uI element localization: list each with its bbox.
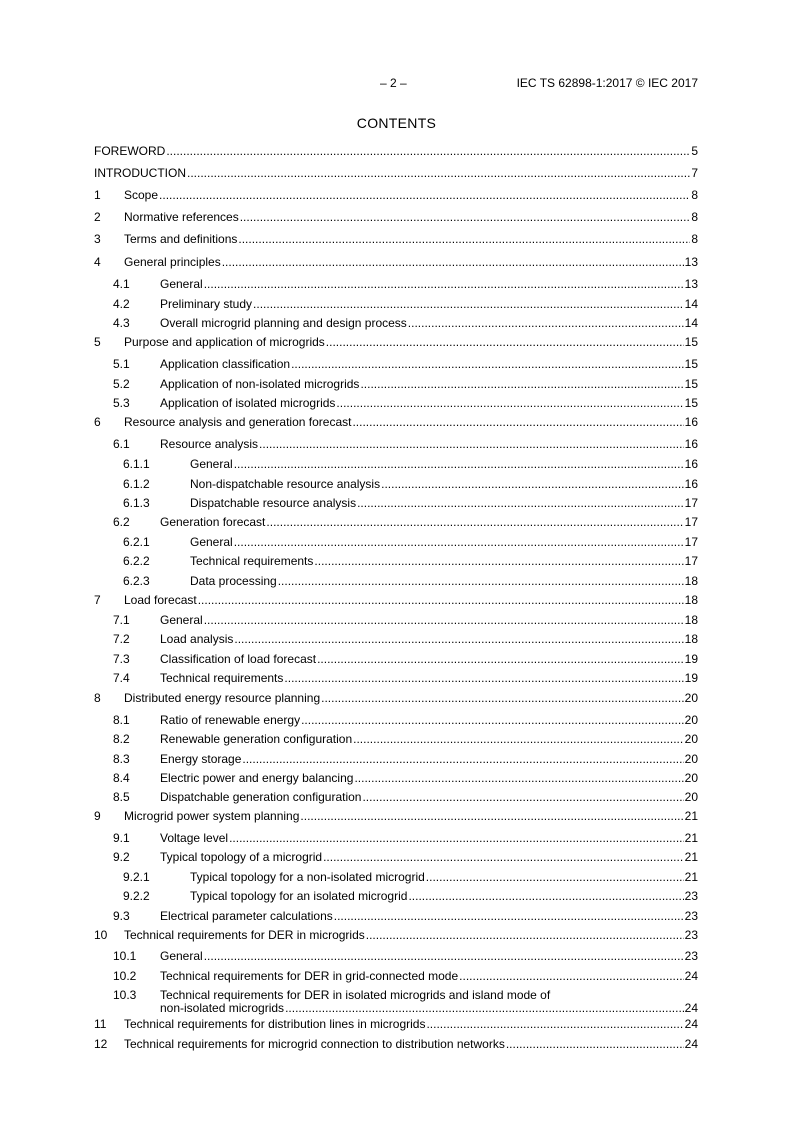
toc-entry[interactable] — [94, 828, 698, 848]
toc-entry-page: 16 — [684, 477, 698, 491]
toc-entry-title: General — [160, 613, 203, 627]
toc-entry[interactable] — [94, 610, 698, 630]
toc-entry-title: Technical requirements for distribution lines in microgrids — [124, 1017, 426, 1031]
toc-entry-title: Voltage level — [160, 831, 229, 845]
toc-leader-dots — [166, 141, 690, 161]
toc-entry[interactable] — [94, 294, 698, 314]
toc-entry-title: Non-dispatchable resource analysis — [190, 477, 381, 491]
toc-leader-dots — [234, 532, 684, 552]
toc-entry-title: Generation forecast — [160, 515, 266, 529]
toc-leader-dots — [234, 629, 683, 649]
toc-entry-title: Typical topology of a microgrid — [160, 850, 323, 864]
toc-entry-page: 20 — [684, 790, 698, 804]
toc-leader-dots — [204, 946, 684, 966]
toc-entry-page: 15 — [684, 357, 698, 371]
toc-entry-title: Overall microgrid planning and design process — [160, 316, 407, 330]
toc-entry-title: Scope — [124, 188, 159, 202]
toc-entry[interactable] — [94, 925, 698, 945]
toc-entry[interactable] — [94, 493, 698, 513]
toc-entry-number: 6 — [94, 415, 101, 429]
toc-entry[interactable] — [94, 454, 698, 474]
toc-entry[interactable] — [94, 847, 698, 867]
toc-entry-title: Electric power and energy balancing — [160, 771, 354, 785]
toc-entry-title: Resource analysis — [160, 437, 259, 451]
toc-entry-page: 24 — [684, 969, 698, 983]
toc-entry-title: Technical requirements for microgrid connection to distribution networks — [124, 1037, 505, 1051]
toc-entry-number: 10.3 — [113, 988, 137, 1002]
toc-leader-dots — [204, 610, 684, 630]
toc-entry-page: 17 — [684, 496, 698, 510]
toc-entry-page: 16 — [684, 457, 698, 471]
toc-entry[interactable] — [94, 906, 698, 926]
toc-leader-dots — [326, 332, 684, 352]
toc-entry-title: Microgrid power system planning — [124, 809, 300, 823]
toc-entry-page: 20 — [684, 713, 698, 727]
toc-entry[interactable] — [94, 1014, 698, 1034]
toc-entry-number: 8.4 — [113, 771, 130, 785]
toc-entry-number: 6.1 — [113, 437, 130, 451]
toc-entry-title: Renewable generation configuration — [160, 732, 353, 746]
toc-entry[interactable] — [94, 313, 698, 333]
toc-entry-title: Application of isolated microgrids — [160, 396, 336, 410]
toc-entry-title: FOREWORD — [94, 144, 166, 158]
toc-entry-title: INTRODUCTION — [94, 166, 186, 180]
toc-leader-dots — [229, 828, 684, 848]
toc-leader-dots — [222, 252, 684, 272]
toc-leader-dots — [240, 207, 691, 227]
toc-leader-dots — [352, 412, 683, 432]
toc-entry-number: 5.3 — [113, 396, 130, 410]
toc-entry-title: Technical requirements for DER in isolated microgrids and island mode of — [160, 988, 551, 1002]
toc-entry-number: 4.2 — [113, 297, 130, 311]
toc-entry-number: 6.1.1 — [123, 457, 150, 471]
toc-entry-page: 15 — [684, 377, 698, 391]
toc-entry-title: Ratio of renewable energy — [160, 713, 301, 727]
toc-entry-title: General — [160, 949, 203, 963]
toc-entry-number: 5.2 — [113, 377, 130, 391]
toc-leader-dots — [300, 806, 683, 826]
toc-leader-dots — [321, 688, 684, 708]
toc-entry-title: Data processing — [190, 574, 277, 588]
toc-entry[interactable] — [94, 1034, 698, 1054]
toc-leader-dots — [159, 185, 690, 205]
toc-entry-page: 18 — [684, 632, 698, 646]
toc-entry-title: Resource analysis and generation forecast — [124, 415, 352, 429]
toc-entry-number: 10 — [94, 928, 108, 942]
toc-entry-number: 8.5 — [113, 790, 130, 804]
toc-entry[interactable] — [94, 474, 698, 494]
toc-leader-dots — [234, 454, 684, 474]
toc-entry-title: Dispatchable generation configuration — [160, 790, 362, 804]
toc-entry-page: 21 — [684, 831, 698, 845]
toc-leader-dots — [408, 886, 683, 906]
toc-entry[interactable] — [94, 141, 698, 161]
toc-entry-title: General principles — [124, 255, 221, 269]
toc-entry-title: Load forecast — [124, 593, 197, 607]
toc-leader-dots — [317, 649, 684, 669]
toc-entry[interactable] — [94, 729, 698, 749]
toc-entry[interactable] — [94, 252, 698, 272]
toc-entry-title: Dispatchable resource analysis — [190, 496, 357, 510]
toc-leader-dots — [266, 512, 683, 532]
toc-entry[interactable] — [94, 787, 698, 807]
toc-entry-title: Terms and definitions — [124, 232, 238, 246]
toc-entry-number: 7.2 — [113, 632, 130, 646]
toc-leader-dots — [408, 313, 684, 333]
toc-leader-dots — [366, 925, 684, 945]
toc-leader-dots — [238, 229, 690, 249]
toc-entry-title: Technical requirements for DER in grid-connected mode — [160, 969, 459, 983]
toc-entry[interactable] — [94, 649, 698, 669]
toc-entry[interactable] — [94, 590, 698, 610]
toc-entry-number: 4.1 — [113, 277, 130, 291]
toc-entry-page: 19 — [684, 671, 698, 685]
toc-entry[interactable] — [94, 354, 698, 374]
toc-entry-number: 7 — [94, 593, 101, 607]
toc-entry-title-continued: non-isolated microgrids — [160, 1001, 285, 1015]
toc-entry-number: 9.3 — [113, 909, 130, 923]
toc-entry[interactable] — [94, 571, 698, 591]
toc-entry-page: 8 — [691, 232, 698, 246]
toc-leader-dots — [354, 768, 683, 788]
toc-entry-page: 24 — [684, 1037, 698, 1051]
toc-entry-title: General — [190, 535, 233, 549]
toc-entry[interactable] — [94, 393, 698, 413]
toc-leader-dots — [253, 294, 684, 314]
toc-entry-number: 9.2 — [113, 850, 130, 864]
toc-entry[interactable] — [94, 412, 698, 432]
toc-entry[interactable] — [94, 434, 698, 454]
toc-entry-number: 1 — [94, 188, 101, 202]
toc-entry-number: 6.2.2 — [123, 554, 150, 568]
toc-entry-page: 18 — [684, 574, 698, 588]
toc-entry-number: 4 — [94, 255, 101, 269]
toc-entry-page: 23 — [684, 949, 698, 963]
toc-entry-title: Application classification — [160, 357, 291, 371]
toc-entry-page: 17 — [684, 535, 698, 549]
toc-entry-number: 8.2 — [113, 732, 130, 746]
toc-entry-number: 8 — [94, 691, 101, 705]
toc-entry-title: Classification of load forecast — [160, 652, 317, 666]
toc-entry-title: Energy storage — [160, 752, 242, 766]
toc-entry[interactable] — [94, 532, 698, 552]
toc-leader-dots — [204, 274, 684, 294]
toc-entry[interactable] — [94, 768, 698, 788]
toc-entry[interactable] — [94, 710, 698, 730]
toc-entry-number: 5 — [94, 335, 101, 349]
toc-entry-title: Technical requirements — [190, 554, 314, 568]
toc-entry[interactable] — [94, 163, 698, 183]
toc-leader-dots — [336, 393, 683, 413]
toc-entry-page: 7 — [691, 166, 698, 180]
toc-entry-page: 20 — [684, 771, 698, 785]
toc-entry-page: 18 — [684, 613, 698, 627]
toc-leader-dots — [334, 906, 684, 926]
toc-leader-dots — [381, 474, 684, 494]
toc-entry-number: 6.1.2 — [123, 477, 150, 491]
toc-entry-page: 5 — [691, 144, 698, 158]
toc-entry-number: 9 — [94, 809, 101, 823]
toc-entry[interactable] — [94, 688, 698, 708]
toc-entry-page: 21 — [684, 870, 698, 884]
toc-entry-page: 24 — [684, 1001, 698, 1015]
toc-entry[interactable] — [94, 966, 698, 986]
toc-leader-dots — [360, 374, 683, 394]
toc-leader-dots — [459, 966, 683, 986]
toc-leader-dots — [278, 571, 684, 591]
toc-entry-page: 8 — [691, 188, 698, 202]
toc-entry-page: 13 — [684, 255, 698, 269]
toc-entry[interactable] — [94, 332, 698, 352]
toc-entry-number: 10.2 — [113, 969, 137, 983]
toc-entry-title: Electrical parameter calculations — [160, 909, 333, 923]
toc-entry[interactable] — [94, 886, 698, 906]
toc-entry-number: 2 — [94, 210, 101, 224]
toc-entry-number: 6.2 — [113, 515, 130, 529]
page-header — [0, 76, 793, 92]
toc-entry-page: 17 — [684, 515, 698, 529]
toc-entry[interactable] — [94, 207, 698, 227]
toc-leader-dots — [353, 729, 684, 749]
toc-leader-dots — [426, 1014, 683, 1034]
page-title: CONTENTS — [356, 115, 437, 131]
toc-entry-title: Technical requirements — [160, 671, 284, 685]
toc-entry-page: 14 — [684, 316, 698, 330]
toc-leader-dots — [187, 163, 690, 183]
toc-entry-page: 19 — [684, 652, 698, 666]
toc-leader-dots — [426, 867, 684, 887]
toc-entry-number: 3 — [94, 232, 101, 246]
toc-entry-title: Preliminary study — [160, 297, 253, 311]
toc-entry-number: 9.1 — [113, 831, 130, 845]
toc-leader-dots — [506, 1034, 684, 1054]
toc-entry-page: 23 — [684, 909, 698, 923]
toc-entry-page: 21 — [684, 809, 698, 823]
toc-entry[interactable] — [94, 374, 698, 394]
toc-entry-page: 13 — [684, 277, 698, 291]
toc-leader-dots — [291, 354, 684, 374]
page-number: – 2 – — [380, 76, 407, 90]
toc-entry[interactable] — [94, 229, 698, 249]
toc-entry-page: 20 — [684, 732, 698, 746]
toc-entry-number: 10.1 — [113, 949, 137, 963]
toc-entry-number: 7.3 — [113, 652, 130, 666]
toc-entry-number: 6.1.3 — [123, 496, 150, 510]
toc-entry-page: 20 — [684, 752, 698, 766]
toc-entry-title: Typical topology for an isolated microgrid — [190, 889, 408, 903]
toc-entry-title: Purpose and application of microgrids — [124, 335, 325, 349]
toc-entry-number: 7.4 — [113, 671, 130, 685]
toc-entry-number: 9.2.2 — [123, 889, 150, 903]
toc-entry-title: Typical topology for a non-isolated microgrid — [190, 870, 425, 884]
toc-entry-page: 15 — [684, 335, 698, 349]
toc-entry-number: 6.2.3 — [123, 574, 150, 588]
toc-entry-title: Normative references — [124, 210, 239, 224]
toc-entry[interactable] — [94, 806, 698, 826]
toc-leader-dots — [301, 710, 684, 730]
toc-entry[interactable] — [94, 668, 698, 688]
toc-entry[interactable] — [94, 551, 698, 571]
toc-entry-number: 7.1 — [113, 613, 130, 627]
toc-entry-title: Application of non-isolated microgrids — [160, 377, 360, 391]
toc-entry[interactable] — [94, 749, 698, 769]
toc-entry-title: Technical requirements for DER in microgrids — [124, 928, 365, 942]
toc-leader-dots — [284, 668, 683, 688]
toc-entry-number: 4.3 — [113, 316, 130, 330]
toc-leader-dots — [362, 787, 683, 807]
toc-entry-title: Load analysis — [160, 632, 234, 646]
toc-entry-page: 21 — [684, 850, 698, 864]
toc-leader-dots — [242, 749, 683, 769]
toc-entry[interactable] — [94, 512, 698, 532]
toc-leader-dots — [198, 590, 684, 610]
toc-entry-page: 18 — [684, 593, 698, 607]
toc-entry[interactable] — [94, 185, 698, 205]
document-id: IEC TS 62898-1:2017 © IEC 2017 — [516, 76, 698, 90]
toc-leader-dots — [314, 551, 683, 571]
toc-entry-page: 15 — [684, 396, 698, 410]
toc-entry-number: 5.1 — [113, 357, 130, 371]
toc-entry-number: 12 — [94, 1037, 108, 1051]
toc-entry[interactable] — [94, 629, 698, 649]
toc-entry-number: 11 — [94, 1017, 107, 1031]
toc-leader-dots — [259, 434, 684, 454]
toc-entry[interactable] — [94, 274, 698, 294]
toc-entry-page: 17 — [684, 554, 698, 568]
toc-entry-number: 6.2.1 — [123, 535, 150, 549]
toc-entry-title: Distributed energy resource planning — [124, 691, 321, 705]
toc-entry[interactable] — [94, 867, 698, 887]
toc-leader-dots — [323, 847, 684, 867]
toc-entry[interactable] — [94, 946, 698, 966]
toc-entry-page: 16 — [684, 437, 698, 451]
toc-entry-page: 24 — [684, 1017, 698, 1031]
toc-entry-number: 8.3 — [113, 752, 130, 766]
toc-entry-title: General — [160, 277, 203, 291]
toc-entry-number: 8.1 — [113, 713, 130, 727]
toc-entry-page: 23 — [684, 928, 698, 942]
toc-entry-number: 9.2.1 — [123, 870, 150, 884]
toc-entry-page: 14 — [684, 297, 698, 311]
toc-leader-dots — [357, 493, 684, 513]
toc-entry-page: 8 — [691, 210, 698, 224]
toc-entry-page: 16 — [684, 415, 698, 429]
toc-entry-title: General — [190, 457, 233, 471]
toc-entry-page: 20 — [684, 691, 698, 705]
toc-entry-page: 23 — [684, 889, 698, 903]
